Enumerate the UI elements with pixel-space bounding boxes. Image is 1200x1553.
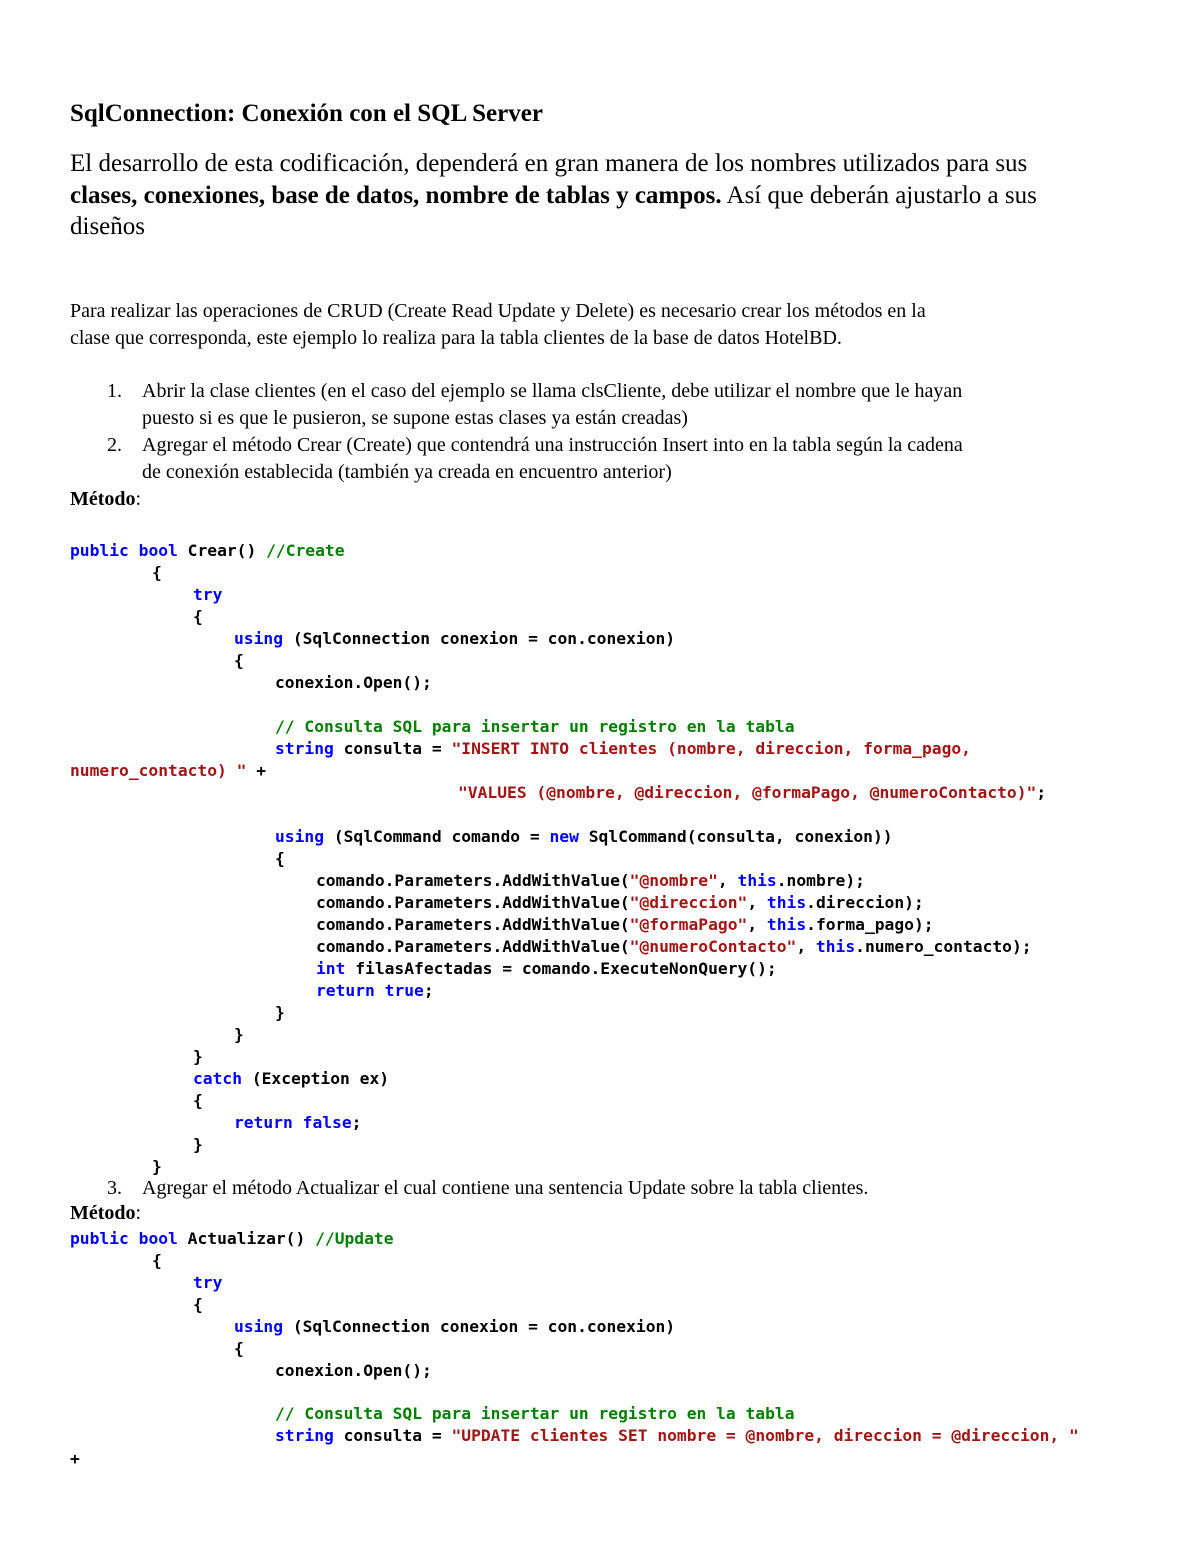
crud-paragraph-line-1: Para realizar las operaciones de CRUD (Create Read Update y Delete) es necesario crear los métodos en la [70, 300, 926, 322]
catch-rest: (Exception ex) [242, 1069, 390, 1088]
code-brace: } [152, 1157, 162, 1176]
kw-this: this [766, 893, 807, 912]
code-line-signature-actualizar [70, 1228, 394, 1250]
kw-using: using [234, 629, 284, 648]
add-with-value: comando.Parameters.AddWithValue( [316, 915, 630, 934]
step-3-line-1: Agregar el método Actualizar el cual contiene una sentencia Update sobre la tabla clientes. [142, 1177, 869, 1199]
consulta-assign: consulta = [333, 1426, 452, 1445]
insert-string: "INSERT INTO clientes (nombre, direccion, forma_pago, [451, 739, 971, 758]
add-with-value: comando.Parameters.AddWithValue( [316, 893, 630, 912]
values-string: "VALUES (@nombre, @direccion, @formaPago, @numeroContacto)" [458, 783, 1037, 802]
kw-string: string [275, 1426, 334, 1445]
intro-bold-text: clases, conexiones, base de datos, nombre de tablas y campos. [70, 182, 722, 209]
step-1-number: 1. [107, 380, 122, 402]
kw-public: public [70, 541, 129, 560]
code-param-numerocontacto [316, 936, 1032, 958]
kw-false: false [302, 1113, 352, 1132]
kw-return: return [234, 1113, 293, 1132]
actualizar-signature: Actualizar() [177, 1229, 316, 1248]
kw-using: using [275, 827, 325, 846]
step-2-line-1: Agregar el método Crear (Create) que contendrá una instrucción Insert into en la tabla según la cadena [142, 434, 963, 456]
code-param-formapago [316, 914, 934, 936]
using-command-b: SqlCommand(consulta, conexion)) [578, 827, 893, 846]
add-with-value: comando.Parameters.AddWithValue( [316, 871, 630, 890]
method-label-text: Método [70, 1202, 136, 1224]
code-using-connection [234, 628, 675, 650]
code-values-string [458, 782, 1046, 804]
code-param-direccion [316, 892, 924, 914]
param-name-string: "@numeroContacto" [629, 937, 797, 956]
semicolon: ; [351, 1113, 362, 1132]
kw-true: true [384, 981, 424, 1000]
intro-line-3: diseños [70, 213, 145, 240]
crear-signature: Crear() [177, 541, 267, 560]
kw-bool: bool [138, 541, 178, 560]
add-with-value: comando.Parameters.AddWithValue( [316, 937, 630, 956]
step-3-number: 3. [107, 1177, 122, 1199]
param-name-string: "@nombre" [629, 871, 718, 890]
param-field: .nombre); [776, 871, 865, 890]
step-2-number: 2. [107, 434, 122, 456]
code-brace: { [234, 1339, 244, 1358]
method-label [70, 1202, 141, 1225]
intro-line-2 [70, 182, 1037, 210]
consulta-assign: consulta = [333, 739, 452, 758]
page-title: SqlConnection: Conexión con el SQL Server [70, 100, 543, 127]
code-brace: } [275, 1003, 285, 1022]
code-string-update [275, 1425, 1079, 1447]
actualizar-comment: //Update [315, 1229, 394, 1248]
param-field: .numero_contacto); [855, 937, 1032, 956]
code-comment-sql: // Consulta SQL para insertar un registro en la tabla [275, 717, 795, 736]
code-brace: { [193, 607, 203, 626]
kw-public: public [70, 1229, 129, 1248]
insert-string-wrap: numero_contacto) " [70, 761, 247, 780]
param-name-string: "@formaPago" [629, 915, 748, 934]
crear-comment: //Create [266, 541, 345, 560]
comma: , [747, 915, 767, 934]
using-connection-rest: (SqlConnection conexion = con.conexion) [283, 629, 676, 648]
param-field: .forma_pago); [806, 915, 934, 934]
code-brace: } [193, 1047, 203, 1066]
code-brace: { [193, 1091, 203, 1110]
crud-paragraph-line-2: clase que corresponda, este ejemplo lo realiza para la tabla clientes de la base de datos HotelBD. [70, 327, 842, 349]
plus-operator: + [246, 761, 267, 780]
code-return-false [234, 1112, 361, 1134]
code-open-call: conexion.Open(); [275, 673, 432, 692]
method-label [70, 488, 141, 511]
code-filas-afectadas [316, 958, 777, 980]
step-1-line-1: Abrir la clase clientes (en el caso del ejemplo se llama clsCliente, debe utilizar el nombre que le hayan [142, 380, 963, 402]
filas-rest: filasAfectadas = comando.ExecuteNonQuery(); [345, 959, 777, 978]
intro-line-1: El desarrollo de esta codificación, dependerá en gran manera de los nombres utilizados para sus [70, 150, 1028, 177]
method-label-colon: : [135, 488, 142, 510]
update-string: "UPDATE clientes SET nombre = @nombre, direccion = @direccion, " [451, 1426, 1079, 1445]
code-brace: } [234, 1025, 244, 1044]
kw-bool: bool [138, 1229, 178, 1248]
kw-int: int [316, 959, 346, 978]
code-brace: { [152, 563, 162, 582]
code-return-true [316, 980, 434, 1002]
kw-using: using [234, 1317, 284, 1336]
code-comment-sql: // Consulta SQL para insertar un registro en la tabla [275, 1404, 795, 1423]
semicolon: ; [423, 981, 434, 1000]
comma: , [796, 937, 816, 956]
param-name-string: "@direccion" [629, 893, 748, 912]
code-insert-wrap [70, 760, 266, 782]
using-command-a: (SqlCommand comando = [324, 827, 550, 846]
code-brace: { [275, 849, 285, 868]
semicolon: ; [1036, 783, 1047, 802]
comma: , [747, 893, 767, 912]
step-1-line-2: puesto si es que le pusieron, se supone estas clases ya están creadas) [142, 407, 688, 429]
code-brace: { [152, 1251, 162, 1270]
param-field: .direccion); [806, 893, 924, 912]
code-brace: } [193, 1135, 203, 1154]
code-catch [193, 1068, 389, 1090]
kw-catch: catch [193, 1069, 243, 1088]
method-label-colon: : [135, 1202, 142, 1224]
kw-this: this [737, 871, 777, 890]
code-using-command [275, 826, 893, 848]
code-try: try [193, 1273, 223, 1292]
kw-string: string [275, 739, 334, 758]
code-plus-wrap: + [70, 1449, 80, 1468]
code-line-signature-crear [70, 540, 345, 562]
intro-line-2-rest: Así que deberán ajustarlo a sus [721, 182, 1037, 209]
code-brace: { [234, 651, 244, 670]
code-try: try [193, 585, 223, 604]
kw-this: this [766, 915, 807, 934]
comma: , [717, 871, 738, 890]
code-param-nombre [316, 870, 865, 892]
code-open-call: conexion.Open(); [275, 1361, 432, 1380]
method-label-text: Método [70, 488, 136, 510]
using-connection-rest: (SqlConnection conexion = con.conexion) [283, 1317, 676, 1336]
code-brace: { [193, 1295, 203, 1314]
kw-new: new [549, 827, 579, 846]
step-2-line-2: de conexión establecida (también ya creada en encuentro anterior) [142, 461, 672, 483]
kw-return: return [316, 981, 375, 1000]
code-string-consulta [275, 738, 971, 760]
kw-this: this [815, 937, 856, 956]
code-using-connection [234, 1316, 675, 1338]
